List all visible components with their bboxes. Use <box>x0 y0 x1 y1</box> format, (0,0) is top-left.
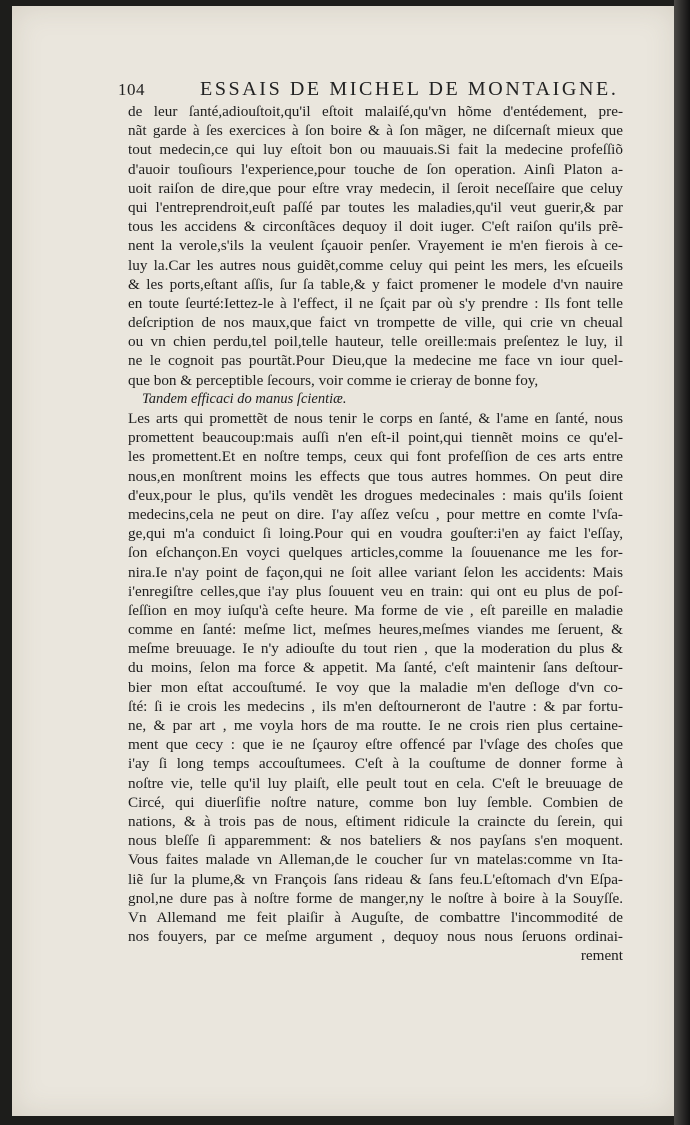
text-line: uoit raiſon de dire,que pour eſtre vray medecin, il ſeroit neceſſaire que celuy <box>128 179 623 197</box>
text-line: ment que cecy : que ie ne ſçauroy eſtre offencé par l'vſage des choſes que <box>128 736 623 754</box>
text-line: que bon & perceptible ſecours, voir comme ie crieray de bonne foy, <box>128 371 539 389</box>
text-line: Les arts qui promettẽt de nous tenir le corps en ſanté, & l'ame en ſanté, nous <box>128 410 623 427</box>
text-line: & les ports,eſtant aſſis, ſur ſa table,& y faict promener le modele d'vn nauire <box>128 275 623 293</box>
text-line: d'auoir touſiours l'experience,pour touche de ſon operation. Ainſi Platon a- <box>128 160 623 178</box>
text-line: Vn Allemand me feit plaiſir à Auguſte, de combattre l'incommodité de <box>128 908 623 926</box>
text-line: liẽ ſur la plume,& vn François ſans rideau & ſans feu.L'eſtomach d'vn Eſpa- <box>128 870 623 888</box>
text-line: meſme breuuage. Ie n'y adiouſte du tout rien , que la moderation du plus & <box>128 640 623 658</box>
text-line: ne le cognoit pas pourtãt.Pour Dieu,que la medecine me face vn iour quel- <box>128 352 623 370</box>
text-line: ſeſſion en moy iuſqu'à ceſte heure. Ma forme de vie , eſt pareille en maladie <box>128 601 623 619</box>
text-line: de leur ſanté,adiouſtoit,qu'il eſtoit malaiſé,qu'vn hõme d'entédement, pre- <box>128 103 623 120</box>
text-line: nous,en monſtrent moins les effects que tous autres hommes. On peut dire <box>128 467 623 485</box>
catchword: rement <box>580 947 623 965</box>
text-line: noſtre vie, telle qu'il luy plaiſt, elle peult tout en cela. C'eſt le breuuage de <box>128 774 623 792</box>
text-line: nations, & à trois pas de nous, eſtiment ridicule la craincte du ſerein, qui <box>128 812 623 830</box>
text-line: deſcription de nos maux,que faict vn trompette de ville, qui crie vn cheual <box>128 314 623 332</box>
page-gutter <box>674 0 690 1125</box>
text-line: promettent beaucoup:mais auſſi n'en eſt-il point,qui tiennẽt moins ce qu'el- <box>128 429 623 447</box>
text-line: d'eux,pour le plus, qu'ils vendẽt les drogues medecinales : mais qu'ils ſoient <box>128 486 623 504</box>
main-text <box>128 102 623 965</box>
text-line: comme en ſanté: meſme lict, meſmes heures,meſmes viandes me ſeruent, & <box>128 621 623 639</box>
text-line: Vous faites malade vn Alleman,de le coucher ſur vn matelas:comme vn Ita- <box>128 851 623 869</box>
text-line: ge,qui m'a conduict ſi loing.Pour qui en voudra gouſter:i'en ay faict l'eſſay, <box>128 525 623 543</box>
page-number: 104 <box>118 80 145 99</box>
text-line: medecins,cela ne peut on dire. I'ay aſſez veſcu , pour mettre en comte l'vſa- <box>128 505 623 523</box>
text-line: en toute ſeurté:Iettez-le à l'effect, il ne ſçait par où s'y prendre : Ils font telle <box>128 294 623 312</box>
text-line: i'ay ſi long temps accouſtumees. C'eſt à la couſtume de donner forme à <box>128 755 623 773</box>
text-line: du moins, ſelon ma force & appetit. Ma ſanté, c'eſt maintenir ſans deſtour- <box>128 659 623 677</box>
text-line: ou vn chien perdu,tel poil,telle hauteur, telle oreille:mais preſentez le luy, il <box>128 333 623 351</box>
text-line: ne, & par art , me voyla hors de ma routte. Ie ne crois rien plus certaine- <box>128 717 623 734</box>
text-line: qui l'entreprendroit,euſt paſſé par toutes les maladies,qu'il veut guerir,& par <box>128 198 623 216</box>
text-line: nent la verole,s'ils la veulent ſçauoir penſer. Vrayement ie m'en fierois à ce- <box>128 237 623 255</box>
text-line: nos fouyers, par ce meſme argument , dequoy nous nous ſeruons ordinai- <box>128 928 623 946</box>
text-line: nãt garde à ſes exercices à ſon boire & à ſon mãger, ne diſcernaſt mieux que <box>128 122 623 140</box>
text-line: bier mon eſtat accouſtumé. Ie voy que la maladie m'en deſloge d'vn co- <box>128 678 623 696</box>
text-line: nira.Ie n'ay point de façon,qui ne ſoit allee variant ſelon les accidents: Mais <box>128 563 623 581</box>
text-line: i'enregiſtre celles,que i'ay plus ſouuent veu en train: qui ont eu plus de poſ- <box>128 582 623 600</box>
text-line: nous bleſſe ſi apparemment: & nos bateliers & nos payſans s'en moquent. <box>128 832 623 850</box>
running-title: ESSAIS DE MICHEL DE MONTAIGNE. <box>200 78 619 100</box>
text-line: tout medecin,ce qui luy eſtoit bon ou mauuais.Si fait la medecine profeſſiõ <box>128 141 623 159</box>
text-line: ſon eſchançon.En voyci quelques articles,comme la ſouuenance me les for- <box>128 544 623 562</box>
page-header <box>118 78 618 104</box>
text-line: tous les accidens & circonſtãces dequoy il doit iuger. C'eſt raiſon qu'ils prẽ- <box>128 218 623 236</box>
text-line: luy la.Car les autres nous guidẽt,comme celuy qui peint les mers, les eſcueils <box>128 256 623 274</box>
text-line: ſté: ſi ie crois les medecins , ils m'en deſtourneront de l'autre : & par fortu- <box>128 697 623 715</box>
text-line: gnol,ne dure pas à noſtre forme de manger,ny le noſtre à boire à la Souyſſe. <box>128 889 623 907</box>
latin-quote: Tandem efficaci do manus ſcientiæ. <box>142 390 347 407</box>
text-line: les promettent.Et en noſtre temps, ceux qui font profeſſion de ces arts entre <box>128 448 623 466</box>
text-line: Circé, qui diuerſifie noſtre nature, comme bon luy ſemble. Combien de <box>128 793 623 811</box>
